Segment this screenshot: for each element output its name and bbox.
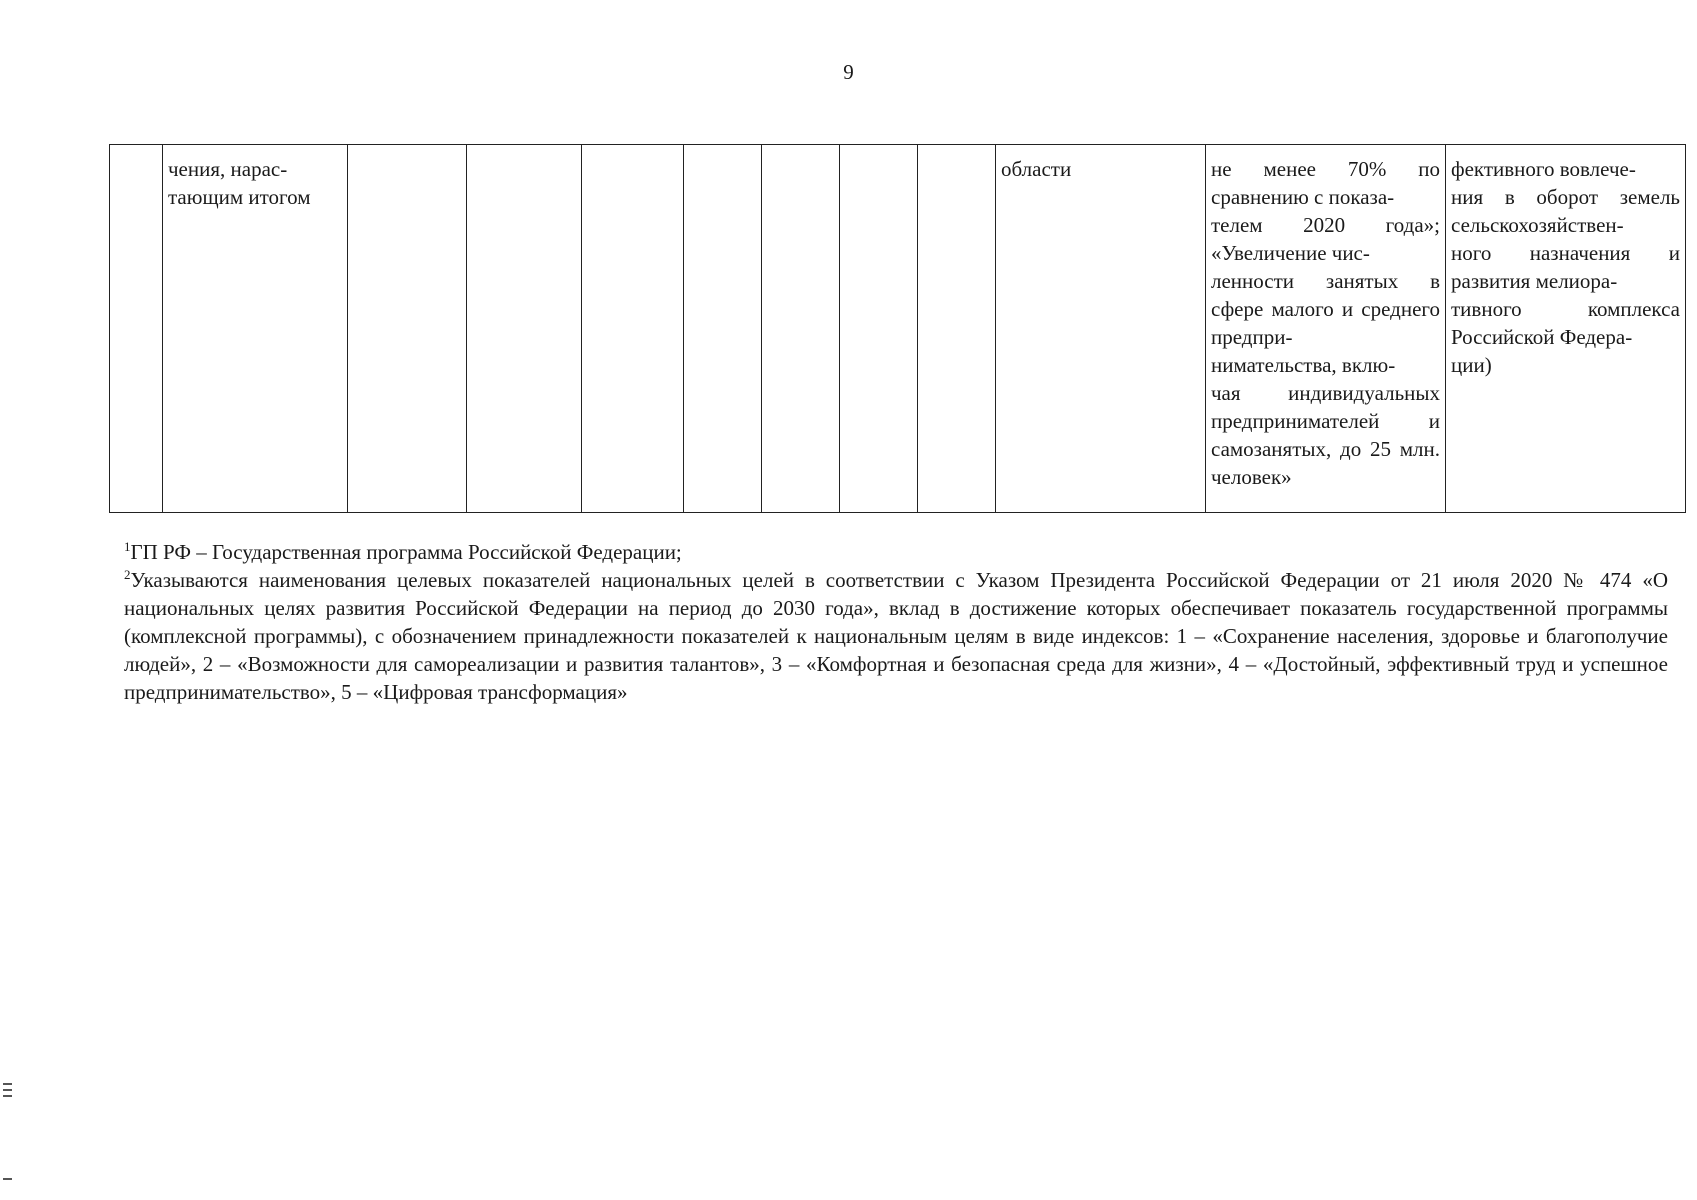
footnotes — [124, 538, 1668, 706]
page-number: 9 — [843, 60, 854, 84]
footnote-mark: 2 — [124, 567, 131, 582]
table-cell — [348, 145, 467, 513]
footnote-2 — [124, 566, 1668, 706]
table-cell — [840, 145, 918, 513]
scan-mark — [3, 1089, 12, 1091]
table-cell: фективного вовлече- ния в оборот земель сельскохозяйствен- ного назначения и развития мелиора- тивного комплекса Российской Федера- ции) — [1446, 145, 1686, 513]
table-cell — [467, 145, 582, 513]
footnote-text: ГП РФ – Государственная программа Российской Федерации; — [130, 540, 682, 564]
indicator-table — [109, 144, 1686, 513]
table-row — [110, 145, 1686, 513]
table-cell — [918, 145, 996, 513]
table-cell: не менее 70% по сравнению с показа- телем 2020 года»; «Увеличение чис- ленности занятых в сфере малого и среднего предпри- нимательства, вклю- чая индивидуальных предпринимателей и самозанятых, до 25 млн. человек» — [1206, 145, 1446, 513]
table-cell: области — [996, 145, 1206, 513]
table-cell: чения, нарас- тающим итогом — [163, 145, 348, 513]
scan-mark — [3, 1095, 12, 1097]
table-cell — [762, 145, 840, 513]
scan-mark — [3, 1083, 12, 1085]
table-cell — [110, 145, 163, 513]
footnote-1 — [124, 538, 1668, 566]
footnote-text: Указываются наименования целевых показателей национальных целей в соответствии с Указом Президента Российской Федерации от 21 июля 2020 № 474 «О национальных целях развития Российской Федерации на период до 2030 года», вклад в достижение которых обеспечивает показатель государственной программы (комплексной программы), с обозначением принадлежности показателей к национальным целям в виде индексов: 1 – «Сохранение населения, здоровье и благополучие людей», 2 – «Возможности для самореализации и развития талантов», 3 – «Комфортная и безопасная среда для жизни», 4 – «Достойный, эффективный труд и успешное предпринимательство», 5 – «Цифровая трансформация» — [124, 568, 1668, 704]
footnote-mark: 1 — [124, 539, 131, 554]
scan-mark — [3, 1178, 12, 1180]
table-cell — [684, 145, 762, 513]
table-cell — [582, 145, 684, 513]
